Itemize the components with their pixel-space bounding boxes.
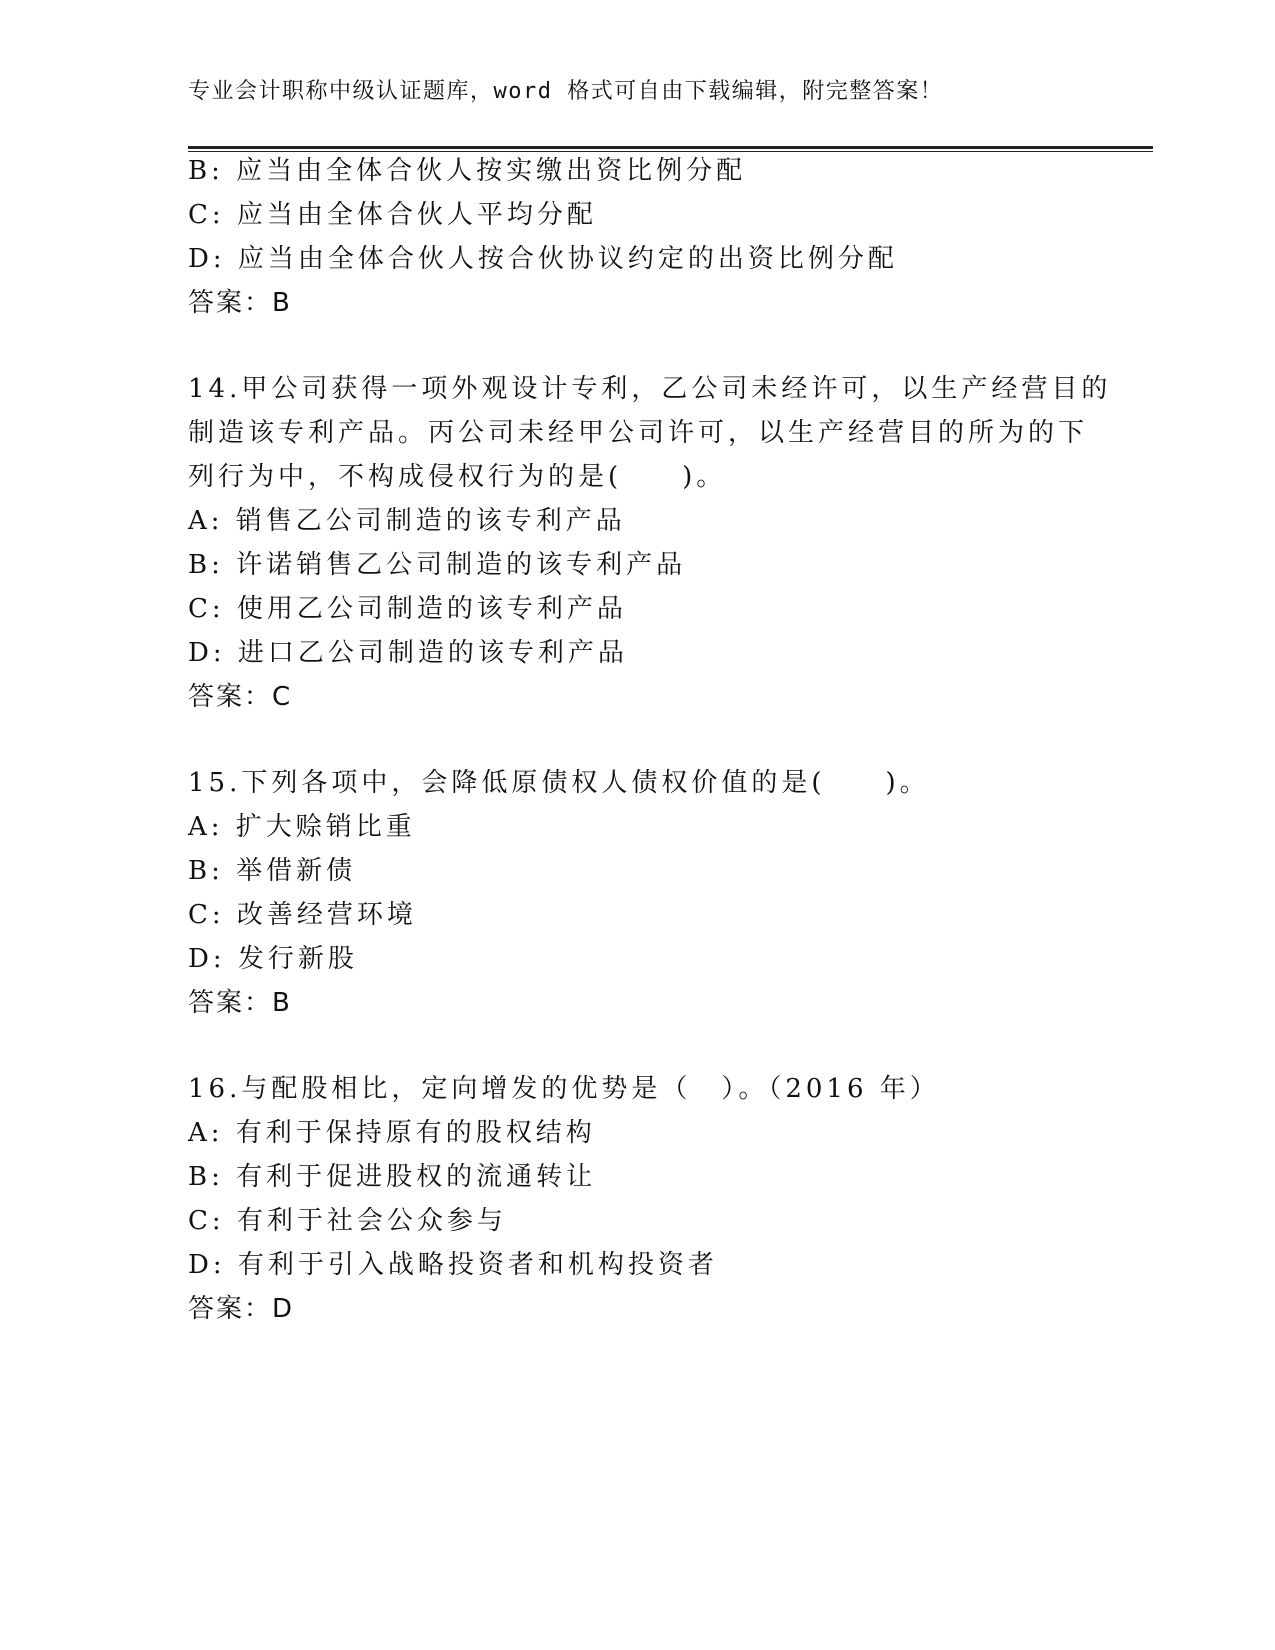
answer: 答案：D [188,1294,295,1324]
header-title: 专业会计职称中级认证题库，word 格式可自由下载编辑，附完整答案！ [188,79,944,104]
option-b: B: 举借新债 [188,856,357,886]
question-stem-line: 15.下列各项中，会降低原债权人债权价值的是( )。 [188,768,930,798]
question-stem-line: 14.甲公司获得一项外观设计专利，乙公司未经许可，以生产经营目的 [188,374,1112,404]
option-c: C: 有利于社会公众参与 [188,1206,507,1236]
option-a: A: 扩大赊销比重 [188,812,416,842]
option-d: D: 发行新股 [188,944,358,974]
question-stem-line: 列行为中，不构成侵权行为的是( )。 [188,462,727,492]
question-stem-line: 16.与配股相比，定向增发的优势是（ ）。（2016 年） [188,1074,940,1104]
option-c: C: 应当由全体合伙人平均分配 [188,200,597,230]
option-a: A: 有利于保持原有的股权结构 [188,1118,596,1148]
answer: 答案：C [188,682,293,712]
option-c: C: 使用乙公司制造的该专利产品 [188,594,627,624]
question-stem-line: 制造该专利产品。丙公司未经甲公司许可，以生产经营目的所为的下 [188,418,1089,448]
option-d: D: 有利于引入战略投资者和机构投资者 [188,1250,718,1280]
option-d: D: 应当由全体合伙人按合伙协议约定的出资比例分配 [188,244,898,274]
option-c: C: 改善经营环境 [188,900,417,930]
answer: 答案：B [188,988,292,1018]
option-b: B: 应当由全体合伙人按实缴出资比例分配 [188,156,747,186]
option-a: A: 销售乙公司制造的该专利产品 [188,506,626,536]
option-b: B: 有利于促进股权的流通转让 [188,1162,597,1192]
option-d: D: 进口乙公司制造的该专利产品 [188,638,628,668]
option-b: B: 许诺销售乙公司制造的该专利产品 [188,550,687,580]
header-divider [188,146,1153,152]
answer: 答案：B [188,288,292,318]
